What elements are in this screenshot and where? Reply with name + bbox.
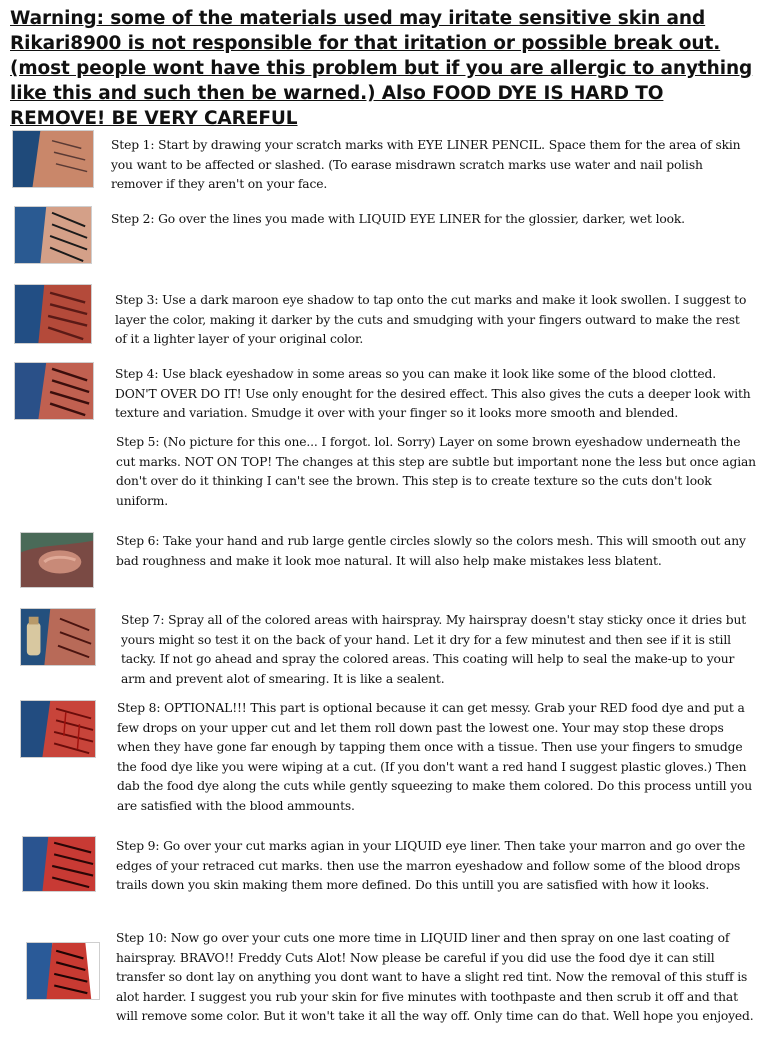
step-4-photo (14, 362, 94, 420)
step-1-text: Step 1: Start by drawing your scratch marks with EYE LINER PENCIL. Space them for the area of skin you want to be affected or slashed. (To earase misdrawn scratch marks use water and nail polish remover if they aren't on your face. (111, 138, 741, 191)
step-4-text: Step 4: Use black eyeshadow in some areas so you can make it look like some of the blood clotted. DON'T OVER DO IT! Use only enought for the desired effect. This also gives the cuts a deeper look with texture and variation. Smudge it over with your finger so it looks more smooth and blended. (115, 367, 751, 420)
step-2-photo (14, 206, 92, 264)
step-3-text: Step 3: Use a dark maroon eye shadow to tap onto the cut marks and make it look swollen. I suggest to layer the color, making it darker by the cuts and smudging with your fingers outward to make the rest of it a lighter layer of your original color. (115, 293, 747, 346)
step-5-text: Step 5: (No picture for this one... I forgot. lol. Sorry) Layer on some brown eyeshadow underneath the cut marks. NOT ON TOP! The changes at this step are subtle but important none the less but once agian don't over do it thinking I can't see the brown. This step is to create texture so the cuts don't look uniform. (116, 435, 756, 508)
step-9-photo (22, 836, 96, 892)
step-10-text: Step 10: Now go over your cuts one more time in LIQUID liner and then spray on one last coating of hairspray. BRAVO!! Freddy Cuts Alot! Now please be careful if you did use the food dye it can still transfer so dont lay on anything you dont want to have a slight red tint. Now the removal of this stuff is alot harder. I suggest you rub your skin for five minutes with toothpaste and then scrub it off and that will remove some color. But it won't take it all the way off. Only time can do that. Well hope you enjoyed. (116, 931, 754, 1023)
step-2-text: Step 2: Go over the lines you made with LIQUID EYE LINER for the glossier, darker, wet look. (111, 212, 685, 226)
step-6-photo (20, 532, 94, 588)
warning-heading: Warning: some of the materials used may iritate sensitive skin and Rikari8900 is not responsible for that iritation or possible break out. (most people wont have this problem but if you are allergic to anything like this and such then be warned.) Also FOOD DYE IS HARD TO REMOVE! BE VERY CAREFUL (10, 8, 753, 129)
step-7-photo (20, 608, 96, 666)
step-8-text: Step 8: OPTIONAL!!! This part is optional because it can get messy. Grab your RED food dye and put a few drops on your upper cut and let them roll down past the lowest one. Your may stop these drops when they have gone far enough by tapping them once with a tissue. Then use your fingers to smudge the food dye like you were wiping at a cut. (If you don't want a red hand I suggest plastic gloves.) Then dab the food dye along the cuts while gently squeezing to make them colored. Do this process untill you are satisfied with the blood ammounts. (117, 701, 753, 813)
step-7-text: Step 7: Spray all of the colored areas with hairspray. My hairspray doesn't stay sticky once it dries but yours might so test it on the back of your hand. Let it dry for a few minutest and then see if it is still tacky. If not go ahead and spray the colored areas. This coating will help to seal the make-up to your arm and prevent alot of smearing. It is like a sealent. (121, 613, 747, 686)
step-6-text: Step 6: Take your hand and rub large gentle circles slowly so the colors mesh. This will smooth out any bad roughness and make it look moe natural. It will also help make mistakes less blatent. (116, 534, 746, 568)
step-10-photo (26, 942, 100, 1000)
step-8-photo (20, 700, 96, 758)
step-9-text: Step 9: Go over your cut marks agian in your LIQUID eye liner. Then take your marron and go over the edges of your retraced cut marks. then use the marron eyeshadow and follow some of the blood drops trails down you skin making them more defined. Do this untill you are satisfied with how it looks. (116, 839, 746, 892)
step-3-photo (14, 284, 92, 344)
step-1-photo (12, 130, 94, 188)
